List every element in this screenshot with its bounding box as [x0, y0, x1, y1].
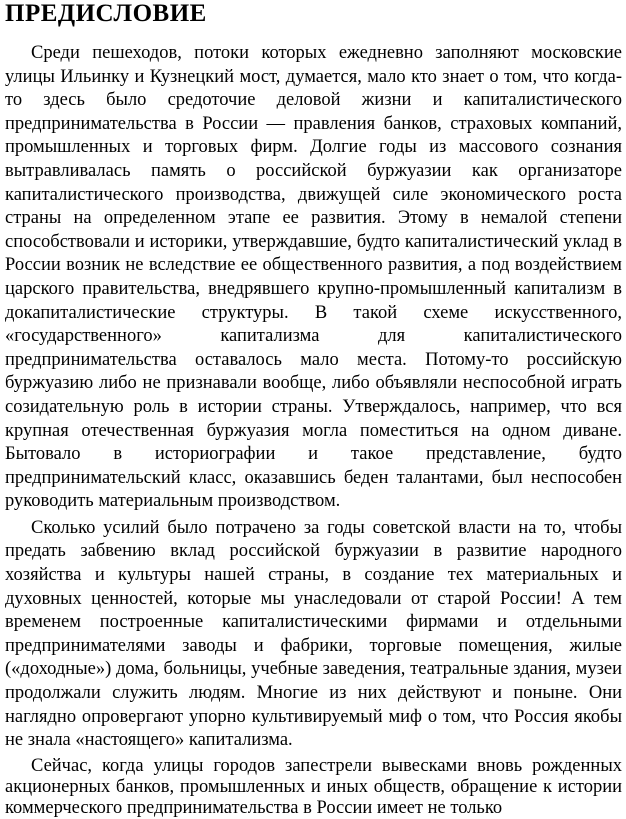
page-title: ПРЕДИСЛОВИЕ [5, 0, 207, 27]
paragraph-1: Среди пешеходов, потоки которых ежедневно заполняют московские улицы Ильинку и Кузнецкий мост, думается, мало кто знает о том, что когда-то здесь было средоточие деловой жизни и капиталистического предпринимательства в России — правления банков, страховых компаний, промышленных и торговых фирм. Долгие годы из массового сознания вытравливалась память о российской буржуазии как организаторе капиталистического производства, движущей силе экономического роста страны на определенном этапе ее развития. Этому в немалой степени способствовали и историки, утверждавшие, будто капиталистический уклад в России возник не вследствие ее общественного развития, а под воздействием царского правительства, внедрявшего крупно-промышленный капитализм в докапиталистические структуры. В такой схеме искусственного, «государственного» капитализма для капиталистического предпринимательства оставалось мало места. Потому-то российскую буржуазию либо не признавали вообще, либо объявляли неспособной играть созидательную роль в истории страны. Утверждалось, например, что вся крупная отечественная буржуазия могла поместиться на одном диване. Бытовало в историографии и такое представление, будто предпринимательский класс, оказавшись беден талантами, был неспособен руководить материальным производством. [5, 43, 622, 512]
paragraph-3: Сейчас, когда улицы городов запестрели вывесками вновь рожденных акционерных банков, промышленных и иных обществ, обращение к истории коммерческого предпринимательства в России имеет не только [5, 755, 622, 818]
paragraph-2: Сколько усилий было потрачено за годы советской власти на то, чтобы предать забвению вклад российской буржуазии в развитие народного хозяйства и культуры нашей страны, в создание тех материальных и духовных ценностей, которые мы унаследовали от старой России! А тем временем построенные капиталистическими фирмами и отдельными предпринимателями заводы и фабрики, торговые помещения, жилые («доходные») дома, больницы, учебные заведения, театральные здания, музеи продолжали служить людям. Многие из них действуют и поныне. Они наглядно опровергают упорно культивируемый миф о том, что Россия якобы не знала «настоящего» капитализма. [5, 517, 622, 751]
